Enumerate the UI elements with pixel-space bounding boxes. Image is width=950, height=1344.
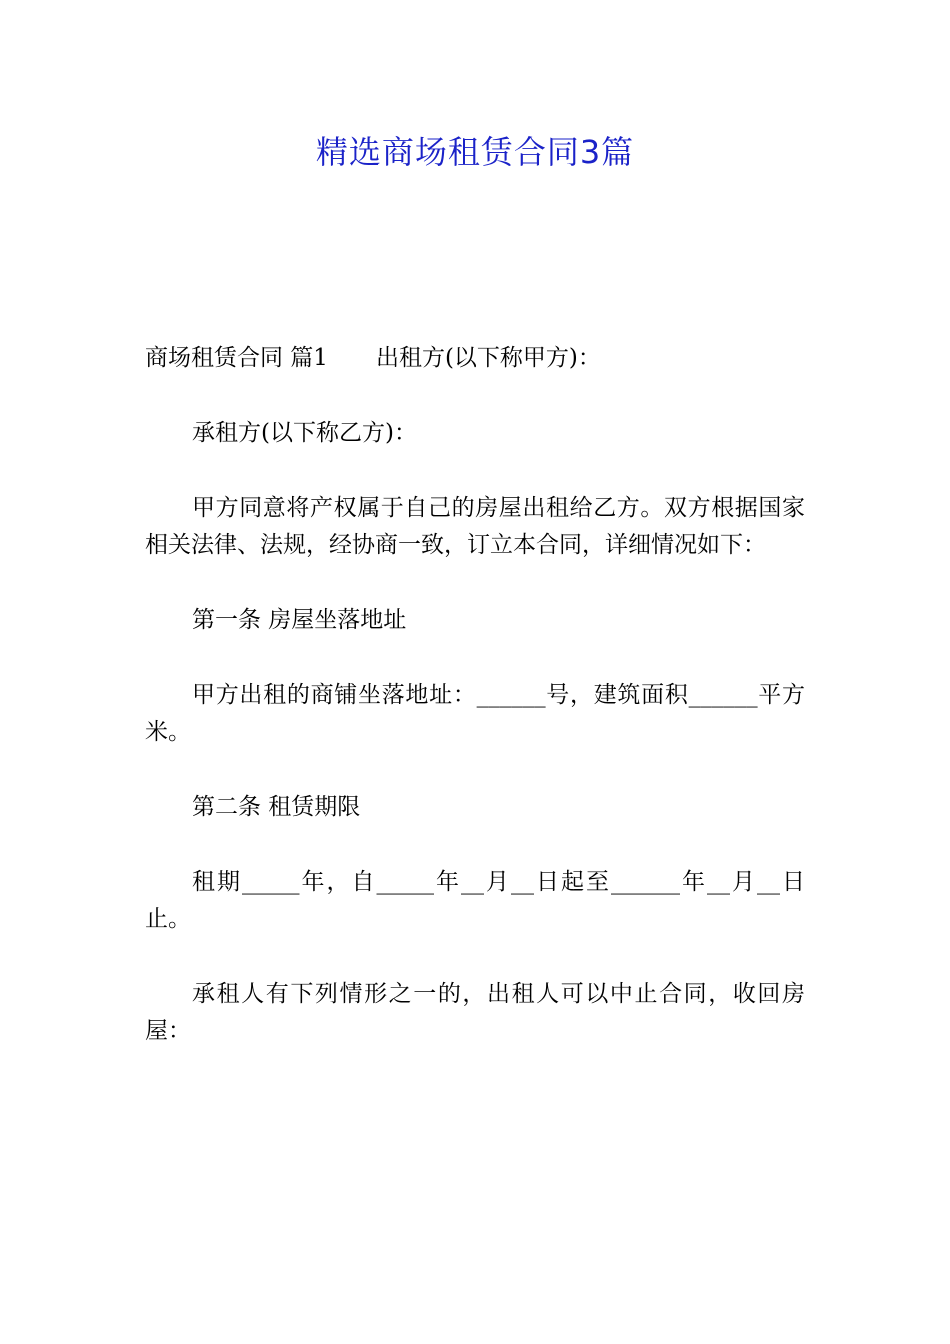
paragraph-lessee: 承租方(以下称乙方)： <box>192 420 417 446</box>
paragraph-article-1-heading: 第一条 房屋坐落地址 <box>192 607 407 633</box>
paragraph-article-2-heading: 第二条 租赁期限 <box>192 794 361 820</box>
paragraph-agreement: 甲方同意将产权属于自己的房屋出租给乙方。双方根据国家相关法律、法规，经协商一致，订立本合同，详细情况如下： <box>145 495 805 558</box>
section-heading: 商场租赁合同 篇1 <box>145 345 328 371</box>
paragraph-address: 甲方出租的商铺坐落地址：______号，建筑面积______平方米。 <box>145 682 805 745</box>
document-title: 精选商场租赁合同3篇 <box>315 133 635 171</box>
lessor-line: 出租方(以下称甲方)： <box>375 345 601 371</box>
document-body <box>145 340 805 1088</box>
paragraph-lease-term: 租期_____年，自_____年__月__日起至______年__月__日止。 <box>145 869 805 932</box>
paragraph-termination: 承租人有下列情形之一的，出租人可以中止合同，收回房屋： <box>145 981 805 1044</box>
first-line <box>145 340 805 377</box>
